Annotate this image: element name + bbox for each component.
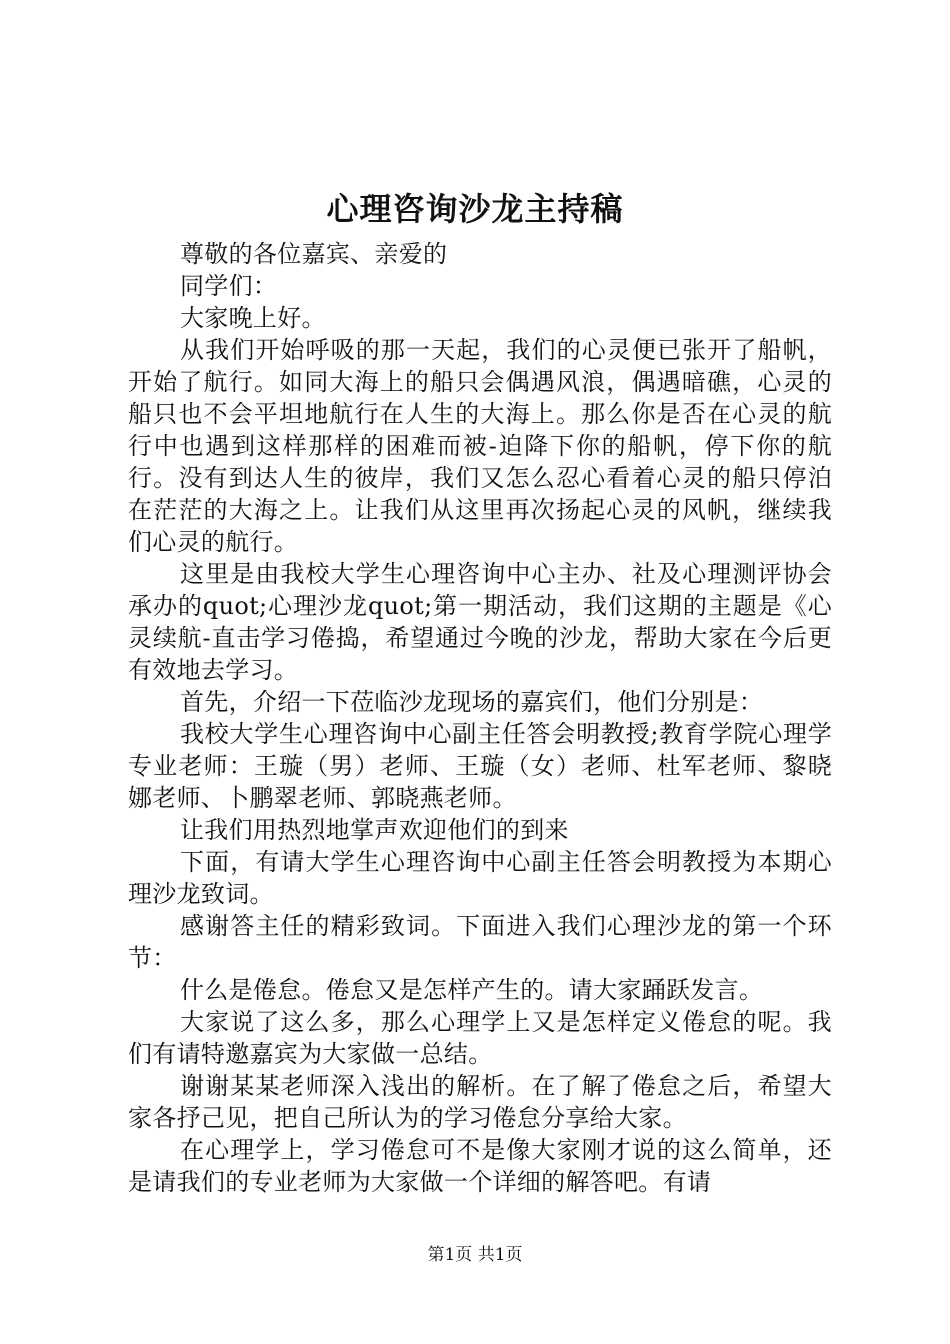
page-number: 第1页 共1页 — [427, 1245, 523, 1265]
paragraph-guests-intro: 首先，介绍一下莅临沙龙现场的嘉宾们，他们分别是： — [180, 688, 764, 716]
document-title: 心理咨询沙龙主持稿 — [326, 190, 624, 228]
paragraph-greeting: 尊敬的各位嘉宾、亲爱的 — [180, 240, 448, 268]
paragraph-guest-list: 我校大学生心理咨询中心副主任答会明教授;教育学院心理学专业老师：王璇（男）老师、王璇（女）老师、杜军老师、黎晓娜老师、卜鹏翠老师、郭晓燕老师。 — [128, 720, 832, 812]
paragraph-opening-speech: 下面，有请大学生心理咨询中心副主任答会明教授为本期心理沙龙致词。 — [128, 848, 832, 908]
paragraph-good-evening: 大家晚上好。 — [180, 304, 326, 332]
paragraph-definition: 大家说了这么多，那么心理学上又是怎样定义倦怠的呢。我们有请特邀嘉宾为大家做一总结。 — [128, 1008, 832, 1068]
paragraph-sharing: 谢谢某某老师深入浅出的解析。在了解了倦怠之后，希望大家各抒己见，把自己所认为的学习倦怠分享给大家。 — [128, 1072, 832, 1132]
paragraph-first-session: 感谢答主任的精彩致词。下面进入我们心理沙龙的第一个环节： — [128, 912, 832, 972]
paragraph-intro: 从我们开始呼吸的那一天起，我们的心灵便已张开了船帆，开始了航行。如同大海上的船只会偶遇风浪，偶遇暗礁，心灵的船只也不会平坦地航行在人生的大海上。那么你是否在心灵的航行中也遇到这样那样的困难而被-迫降下你的船帆，停下你的航行。没有到达人生的彼岸，我们又怎么忍心看着心灵的船只停泊在茫茫的大海之上。让我们从这里再次扬起心灵的风帆，继续我们心灵的航行。 — [128, 336, 832, 556]
paragraph-question: 什么是倦怠。倦怠又是怎样产生的。请大家踊跃发言。 — [180, 976, 764, 1004]
paragraph-applause: 让我们用热烈地掌声欢迎他们的到来 — [180, 816, 569, 844]
paragraph-audience: 同学们： — [180, 272, 278, 300]
paragraph-expert-answer: 在心理学上，学习倦怠可不是像大家刚才说的这么简单，还是请我们的专业老师为大家做一个详细的解答吧。有请 — [128, 1136, 832, 1196]
document-body — [128, 238, 832, 1198]
paragraph-event-theme: 这里是由我校大学生心理咨询中心主办、社及心理测评协会承办的quot;心理沙龙quot;第一期活动，我们这期的主题是《心灵续航-直击学习倦捣，希望通过今晚的沙龙，帮助大家在今后更有效地去学习。 — [128, 560, 832, 684]
